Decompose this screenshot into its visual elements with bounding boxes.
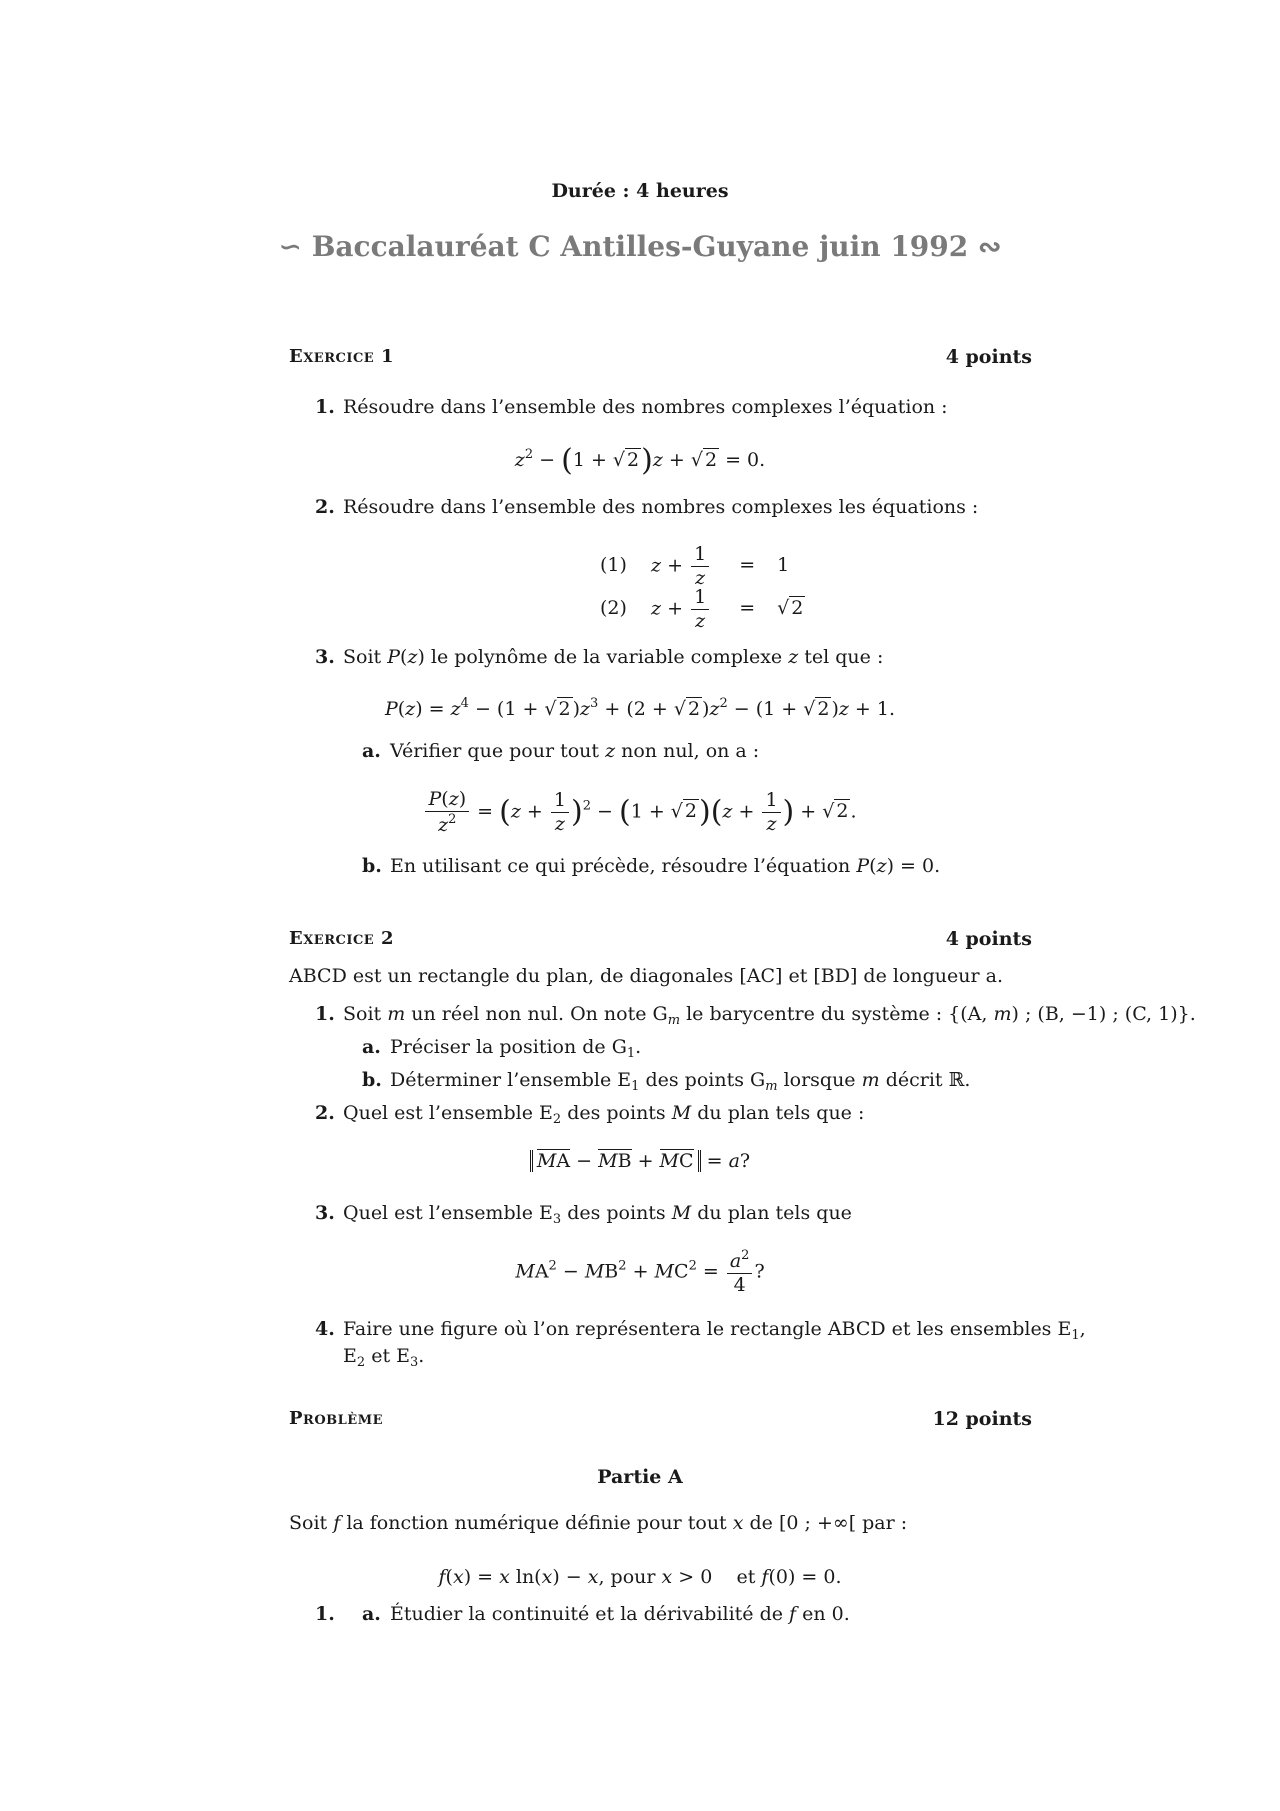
- ex1-q1: [315, 396, 948, 418]
- eq1-label: (1): [600, 554, 627, 577]
- ex2-q2-text-b: des points: [567, 1102, 666, 1124]
- ex2-q3-text-a: Quel est l’ensemble E: [343, 1202, 553, 1224]
- ex2-q4-text-3: et E: [371, 1345, 410, 1367]
- probleme-q1a-text: Étudier la continuité et la dérivabilité de: [390, 1603, 783, 1625]
- ex1-q2-text: Résoudre dans l’ensemble des nombres complexes les équations :: [343, 496, 979, 518]
- ex2-vector-norm: MA − MB + MC = a?: [0, 1150, 1280, 1172]
- ex1-q3a-number: a.: [362, 740, 381, 762]
- ex2-q4-text-2: E: [343, 1345, 357, 1367]
- ex1-q2-number: 2.: [315, 496, 335, 518]
- duration: Durée : 4 heures: [551, 180, 729, 202]
- probleme-points: 12 points: [932, 1408, 1032, 1430]
- probleme-q1: 1. a. Étudier la continuité et la dérivabilité de f en 0.: [315, 1603, 850, 1625]
- probleme-intro-a: Soit: [289, 1512, 328, 1534]
- ex1-q3-number: 3.: [315, 646, 335, 668]
- ex1-q1-number: 1.: [315, 396, 335, 418]
- ex2-q4-text: Faire une figure où l’on représentera le rectangle ABCD et les ensembles E: [343, 1318, 1072, 1340]
- ex2-q3-number: 3.: [315, 1202, 335, 1224]
- ex1-equation-1: $z^2 - (1$ + √ 2)z + √ 2 = 0.: [514, 443, 766, 478]
- ex2-q3-text-b: des points: [567, 1202, 666, 1224]
- eq2-label: (2): [600, 597, 627, 620]
- ex1-q3a-text-2: non nul, on a :: [621, 740, 760, 762]
- ex2-q3-text-c: du plan tels que: [697, 1202, 852, 1224]
- ex2-q4-number: 4.: [315, 1318, 335, 1340]
- ex1-identity: $\frac{P(z)}{z^2}$ = (z + $\frac{1}{z}$ )$^2$ − (1 + √ 2)(z + $\frac{1}{z}$ ) + √ 2 .: [0, 788, 1280, 837]
- ex2-q4-continued: $E_2$ et $E_3$.: [343, 1345, 425, 1370]
- ex1-q1-text: Résoudre dans l’ensemble des nombres complexes l’équation :: [343, 396, 948, 418]
- ex1-q2: [315, 496, 978, 518]
- function-definition: f(x) = x ln(x) − x, pour x > 0 et f(0) = 0.: [438, 1566, 842, 1588]
- exercise-2-heading: Exercice 2: [289, 928, 394, 949]
- ex1-q3a-text: Vérifier que pour tout: [390, 740, 600, 762]
- ex2-q1a-number: a.: [362, 1036, 381, 1058]
- ex2-q1-text-c: le barycentre du système : {(A,: [686, 1003, 988, 1025]
- ex2-q2-number: 2.: [315, 1102, 335, 1124]
- ex2-intro: ABCD est un rectangle du plan, de diagonales [AC] et [BD] de longueur a.: [289, 965, 1004, 987]
- probleme-q1a-number: a.: [362, 1603, 381, 1625]
- part-a-heading: Partie A: [597, 1466, 683, 1488]
- ex1-q3b-text: En utilisant ce qui précède, résoudre l’équation: [390, 855, 851, 877]
- title-ornament-right-icon: ∾: [978, 230, 1002, 263]
- ex2-q1: 1. Soit m un réel non nul. On note $G_m$ le barycentre du système : {(A, m) ; (B, −1) ; (C, 1)}.: [315, 1003, 1196, 1028]
- ex2-q4: 4. Faire une figure où l’on représentera le rectangle ABCD et les ensembles $E_1$,: [315, 1318, 1086, 1343]
- title-ornament-left-icon: ∽: [278, 230, 302, 263]
- page-title: [0, 230, 1280, 263]
- def-and: et: [736, 1566, 756, 1588]
- exercise-1-points: 4 points: [945, 346, 1032, 368]
- ex2-q1-text-a: Soit: [343, 1003, 382, 1025]
- ex1-q3-text-a: Soit: [343, 646, 382, 668]
- exercise-1-heading: Exercice 1: [289, 346, 394, 367]
- ex2-q1a: a. Préciser la position de $G_1$.: [362, 1036, 642, 1061]
- ex2-q1b-text-a: Déterminer l’ensemble E: [390, 1069, 632, 1091]
- ex2-q1b-number: b.: [362, 1069, 382, 1091]
- ex1-polynomial: $P(z) = z^4 - (1$ + √ 2 )$z^3 + (2$ + √ 2 )$z^2 - (1$ + √ 2 )z + 1.: [384, 696, 896, 720]
- ex2-q1-text-b: un réel non nul. On note G: [411, 1003, 668, 1025]
- ex2-q1b-text-b: des points G: [645, 1069, 766, 1091]
- probleme-intro-c: de [0 ; +∞[ par :: [749, 1512, 908, 1534]
- ex1-q3: 3. Soit P(z) le polynôme de la variable complexe z tel que :: [315, 646, 884, 668]
- probleme-q1a-text-2: en 0.: [802, 1603, 850, 1625]
- ex1-q3b: b. En utilisant ce qui précède, résoudre l’équation P(z) = 0.: [362, 855, 941, 877]
- probleme-q1-number: 1.: [315, 1603, 335, 1625]
- probleme-intro: Soit f la fonction numérique définie pour tout x de [0 ; +∞[ par :: [289, 1512, 908, 1534]
- ex1-q3b-number: b.: [362, 855, 382, 877]
- title-text: Baccalauréat C Antilles-Guyane juin 1992: [311, 230, 969, 263]
- probleme-intro-b: la fonction numérique définie pour tout: [346, 1512, 727, 1534]
- ex1-system-line-2: (2) z + $\frac{1}{z}$ = √ 2: [600, 586, 804, 632]
- ex2-q1b-text-d: décrit ℝ.: [885, 1069, 971, 1091]
- ex1-q3-text-c: tel que :: [804, 646, 884, 668]
- ex2-q1a-text: Préciser la position de G: [390, 1036, 627, 1058]
- ex2-q2-text-a: Quel est l’ensemble E: [343, 1102, 553, 1124]
- ex2-q1-number: 1.: [315, 1003, 335, 1025]
- ex2-q2: 2. Quel est l’ensemble $E_2$ des points M du plan tels que :: [315, 1102, 865, 1127]
- ex2-q2-text-c: du plan tels que :: [697, 1102, 865, 1124]
- ex2-squares-equation: $MA^2 - MB^2 + MC^2$ = $\frac{a^2}{4}$ ?: [515, 1248, 765, 1296]
- ex2-q1-text-d: ) ; (B, −1) ; (C, 1)}.: [1011, 1003, 1196, 1025]
- ex2-q1b: b. Déterminer l’ensemble $E_1$ des points $G_m$ lorsque m décrit ℝ.: [362, 1069, 971, 1094]
- ex1-q3a: a. Vérifier que pour tout z non nul, on a :: [362, 740, 760, 762]
- def-text: , pour: [598, 1566, 656, 1588]
- exercise-2-points: 4 points: [945, 928, 1032, 950]
- probleme-heading: Problème: [289, 1408, 383, 1429]
- ex2-q3: 3. Quel est l’ensemble $E_3$ des points M du plan tels que: [315, 1202, 852, 1227]
- ex2-q1b-text-c: lorsque: [783, 1069, 856, 1091]
- ex1-system-line-1: (1) z + $\frac{1}{z}$ = 1: [600, 543, 790, 589]
- ex1-q3-text-b: le polynôme de la variable complexe: [430, 646, 783, 668]
